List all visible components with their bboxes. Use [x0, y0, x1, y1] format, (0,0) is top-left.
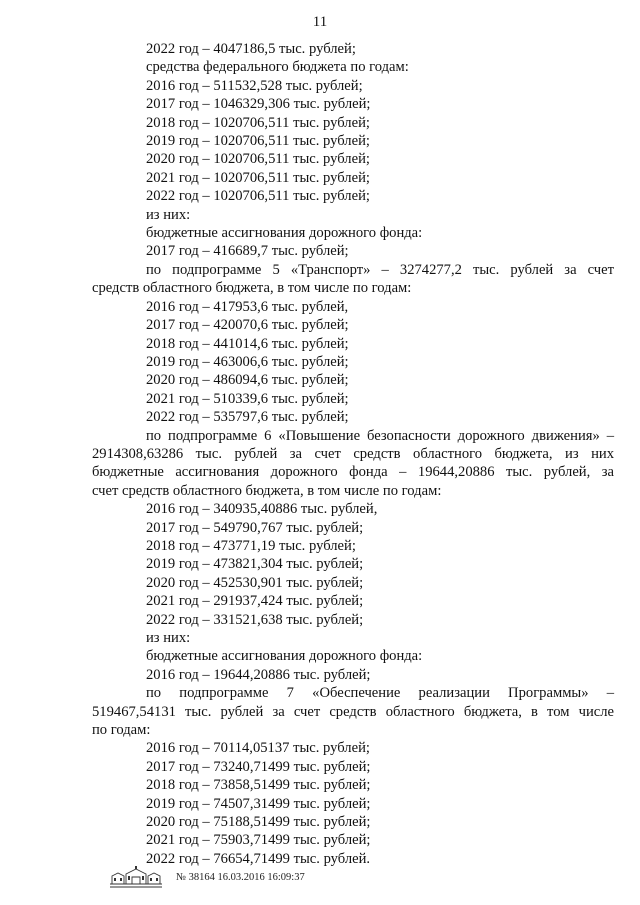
text-line: 2019 год – 74507,31499 тыс. рублей;	[146, 795, 371, 812]
page-number: 11	[312, 14, 328, 30]
text-line: 2022 год – 535797,6 тыс. рублей;	[146, 409, 349, 426]
text-line: 2022 год – 1020706,511 тыс. рублей;	[146, 188, 370, 205]
text-line: бюджетные ассигнования дорожного фонда:	[146, 648, 423, 665]
text-line: 2022 год – 4047186,5 тыс. рублей;	[146, 41, 356, 57]
document-body	[92, 40, 614, 868]
text-line: 2017 год – 73240,71499 тыс. рублей;	[146, 758, 371, 775]
text-line: по подпрограмме 5 «Транспорт» – 3274277,2 тыс. рублей за счет	[146, 261, 614, 278]
text-line: 2020 год – 452530,901 тыс. рублей;	[146, 574, 364, 591]
text-line: 2021 год – 1020706,511 тыс. рублей;	[146, 169, 370, 186]
text-line: 2017 год – 420070,6 тыс. рублей;	[146, 317, 349, 334]
building-logo-icon	[108, 864, 164, 890]
text-line: средств областного бюджета, в том числе по годам:	[92, 280, 412, 297]
text-line: 2020 год – 486094,6 тыс. рублей;	[146, 372, 349, 389]
text-line: 2022 год – 331521,638 тыс. рублей;	[146, 611, 364, 628]
text-line: 2018 год – 73858,51499 тыс. рублей;	[146, 777, 371, 794]
text-line: средства федерального бюджета по годам:	[146, 59, 409, 76]
text-line: 2019 год – 473821,304 тыс. рублей;	[146, 556, 364, 573]
text-line: 2018 год – 441014,6 тыс. рублей;	[146, 335, 349, 352]
text-line: 2016 год – 417953,6 тыс. рублей,	[146, 298, 349, 315]
text-line: 2021 год – 75903,71499 тыс. рублей;	[146, 832, 371, 849]
registration-stamp: № 38164 16.03.2016 16:09:37	[176, 871, 305, 883]
text-line: 2021 год – 291937,424 тыс. рублей;	[146, 593, 364, 610]
text-line: 2021 год – 510339,6 тыс. рублей;	[146, 390, 349, 407]
text-line: по подпрограмме 7 «Обеспечение реализации Программы» –	[146, 685, 614, 702]
text-line: по годам:	[92, 722, 151, 739]
text-line: бюджетные ассигнования дорожного фонда – 19644,20886 тыс. рублей, за	[92, 464, 614, 481]
text-line: 2020 год – 75188,51499 тыс. рублей;	[146, 814, 371, 831]
text-line: счет средств областного бюджета, в том числе по годам:	[92, 482, 442, 499]
text-line: 2914308,63286 тыс. рублей за счет средств областного бюджета, из них	[92, 445, 614, 462]
text-line: 2016 год – 19644,20886 тыс. рублей;	[146, 666, 371, 683]
document-footer	[108, 864, 305, 890]
text-line: бюджетные ассигнования дорожного фонда:	[146, 225, 423, 242]
text-line: 2017 год – 549790,767 тыс. рублей;	[146, 519, 364, 536]
text-line: 2016 год – 340935,40886 тыс. рублей,	[146, 501, 378, 518]
text-line: из них:	[146, 206, 191, 223]
text-line: 2017 год – 416689,7 тыс. рублей;	[146, 243, 349, 260]
text-line: 2020 год – 1020706,511 тыс. рублей;	[146, 151, 370, 168]
text-line: 2018 год – 473771,19 тыс. рублей;	[146, 537, 356, 554]
text-line: по подпрограмме 6 «Повышение безопасности дорожного движения» –	[146, 427, 614, 444]
text-line: 2018 год – 1020706,511 тыс. рублей;	[146, 114, 370, 131]
text-line: 519467,54131 тыс. рублей за счет средств областного бюджета, в том числе	[92, 703, 614, 720]
text-line: 2019 год – 1020706,511 тыс. рублей;	[146, 133, 370, 150]
text-line: 2016 год – 70114,05137 тыс. рублей;	[146, 740, 370, 757]
text-line: 2017 год – 1046329,306 тыс. рублей;	[146, 96, 371, 113]
text-line: 2022 год – 76654,71499 тыс. рублей.	[146, 850, 371, 867]
text-line: из них:	[146, 630, 191, 646]
text-line: 2016 год – 511532,528 тыс. рублей;	[146, 77, 363, 94]
text-line: 2019 год – 463006,6 тыс. рублей;	[146, 353, 349, 370]
